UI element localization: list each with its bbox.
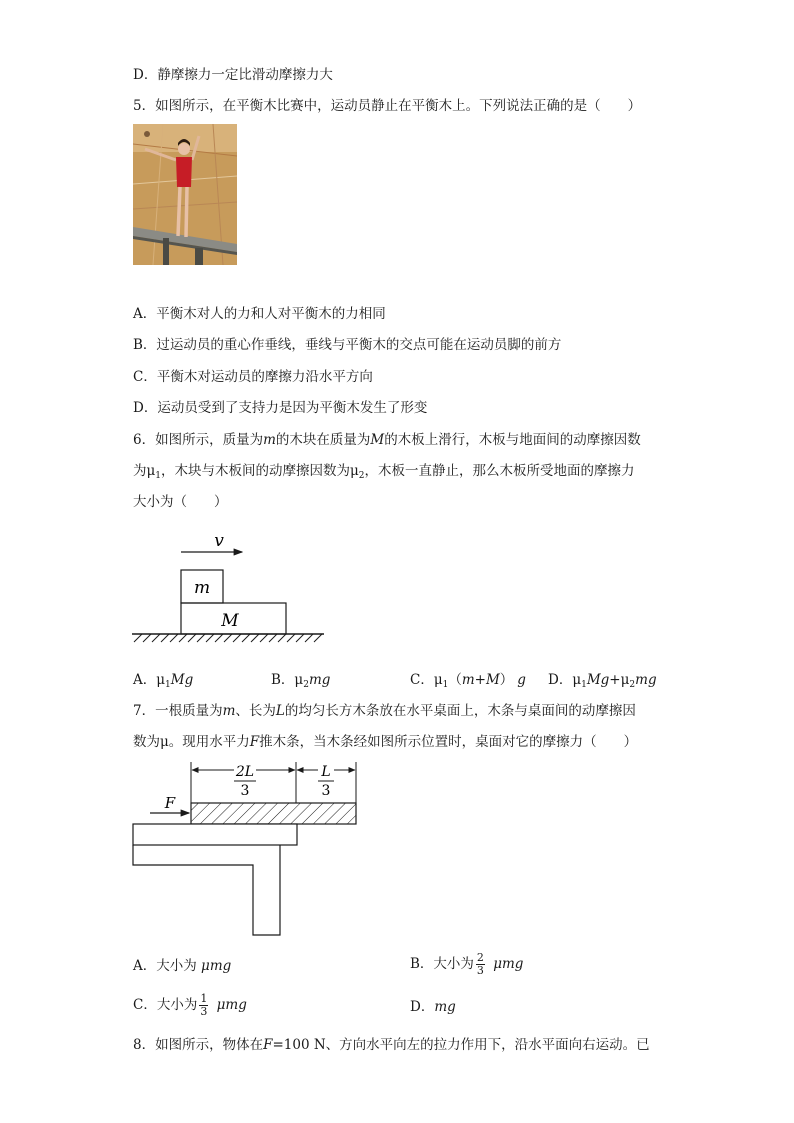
board-M-label: M: [221, 611, 239, 631]
q6-option-a: A．$\mu_1Mg$: [133, 672, 194, 690]
table-body: [133, 845, 280, 935]
q5-stem: 5．如图所示，在平衡木比赛中，运动员静止在平衡木上。下列说法正确的是（ ）: [133, 98, 642, 114]
table-top: [133, 824, 297, 845]
q6-option-d: D．$\mu_1Mg+\mu_2mg$: [548, 672, 657, 690]
force-label: F: [164, 794, 176, 812]
svg-text:3: 3: [240, 783, 250, 799]
q7-stem-line1: 7．一根质量为m、长为L的均匀长方木条放在水平桌面上，木条与桌面间的动摩擦因: [133, 703, 636, 719]
block-m-label: m: [193, 578, 211, 598]
q6-stem-line3: 大小为（ ）: [133, 494, 228, 510]
svg-text:L: L: [321, 764, 331, 780]
q6-block-diagram: [130, 525, 330, 647]
svg-text:3: 3: [321, 783, 331, 799]
q4-option-d: D．静摩擦力一定比滑动摩擦力大: [133, 67, 333, 83]
q5-option-b: B．过运动员的重心作垂线，垂线与平衡木的交点可能在运动员脚的前方: [133, 337, 562, 353]
q7-table-diagram: [128, 760, 364, 940]
q6-stem-line2: 为$\mu_1$，木块与木板间的动摩擦因数为$\mu_2$，木板一直静止，那么木板所受地面的摩擦力: [133, 463, 635, 481]
q5-option-c: C．平衡木对运动员的摩擦力沿水平方向: [133, 369, 373, 385]
q8-stem-line1: 8．如图所示，物体在F=100 N、方向水平向左的拉力作用下，沿水平面向右运动。已: [133, 1037, 650, 1053]
q7-option-b: B．大小为 $\frac{2}{3}$ μmg: [410, 951, 524, 977]
svg-text:2L: 2L: [235, 764, 255, 780]
q7-option-a: A．大小为 μmg: [133, 958, 232, 974]
q6-option-b: B．$\mu_2mg$: [271, 672, 331, 690]
q7-stem-line2: 数为μ。现用水平力F推木条，当木条经如图所示位置时，桌面对它的摩擦力（ ）: [133, 734, 638, 750]
velocity-label: v: [214, 531, 224, 551]
ground-hatching: [134, 634, 322, 642]
q7-option-d: D．mg: [410, 999, 456, 1015]
q6-stem-line1: 6．如图所示，质量为m的木块在质量为M的木板上滑行，木板与地面间的动摩擦因数: [133, 432, 641, 448]
balance-beam-photo: [133, 124, 237, 265]
q5-option-a: A．平衡木对人的力和人对平衡木的力相同: [133, 306, 386, 322]
q5-option-d: D．运动员受到了支持力是因为平衡木发生了形变: [133, 400, 428, 416]
q7-option-c: C．大小为 $\frac{1}{3}$ μmg: [133, 992, 247, 1018]
q6-option-c: C．$\mu_1(m+M)$ g: [410, 672, 526, 690]
wood-bar: [191, 803, 356, 824]
